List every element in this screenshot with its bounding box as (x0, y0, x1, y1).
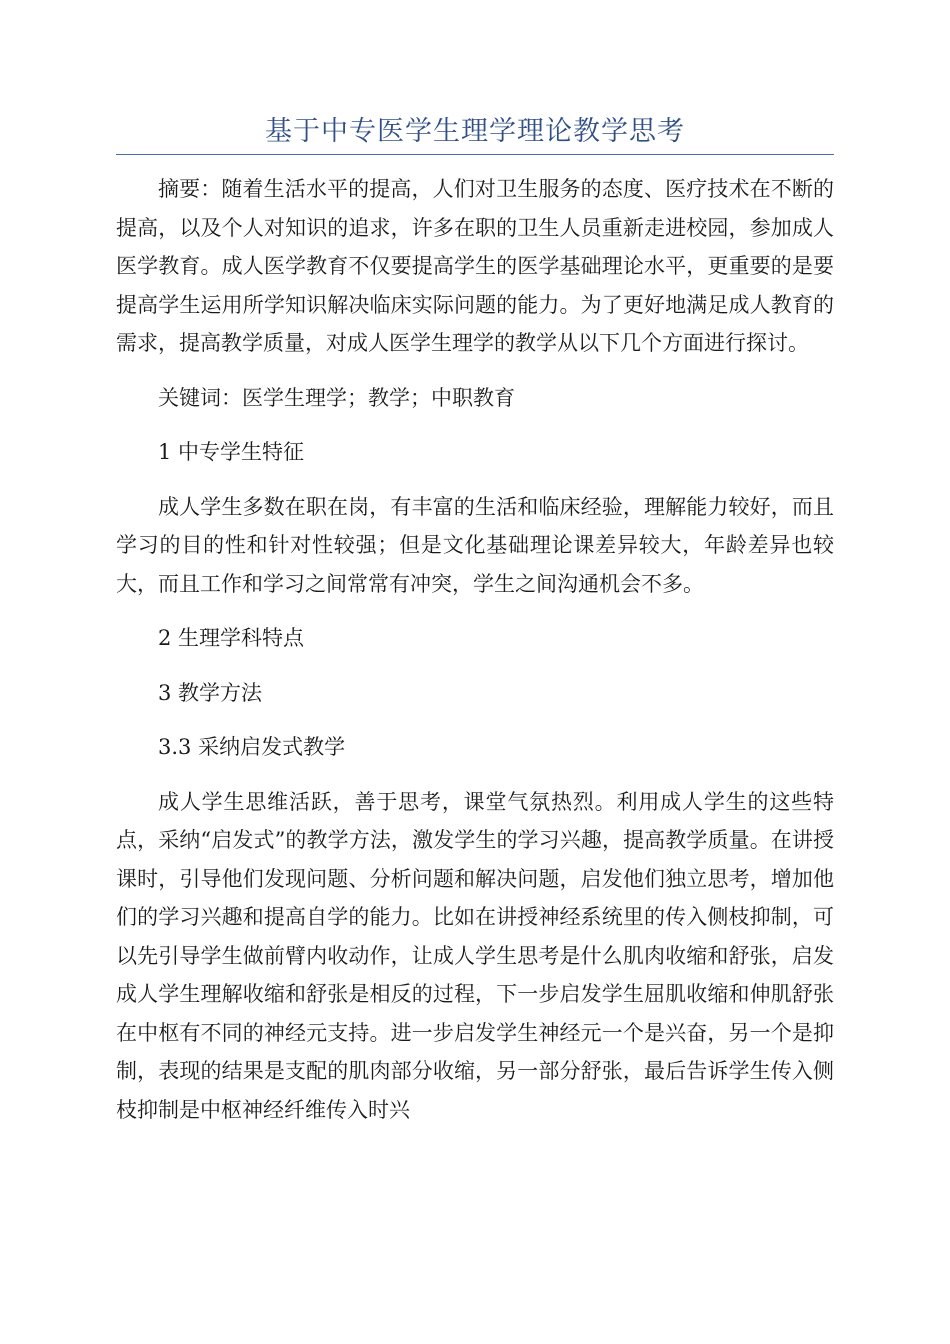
section-3-3-paragraph: 成人学生思维活跃，善于思考，课堂气氛热烈。利用成人学生的这些特点，采纳“启发式”的教学方法，激发学生的学习兴趣，提高教学质量。在讲授课时，引导他们发现问题、分析问题和解决问题，启发他们独立思考，增加他们的学习兴趣和提高自学的能力。比如在讲授神经系统里的传入侧枝抑制，可以先引导学生做前臂内收动作，让成人学生思考是什么肌肉收缩和舒张，启发成人学生理解收缩和舒张是相反的过程，下一步启发学生屈肌收缩和伸肌舒张在中枢有不同的神经元支持。进一步启发学生神经元一个是兴奋，另一个是抑制，表现的结果是支配的肌肉部分收缩，另一部分舒张，最后告诉学生传入侧枝抑制是中枢神经纤维传入时兴 (116, 789, 834, 1122)
document-title: 基于中专医学生理学理论教学思考 (265, 116, 685, 147)
section-1-heading: 1 中专学生特征 (158, 440, 305, 464)
section-1-paragraph: 成人学生多数在职在岗，有丰富的生活和临床经验，理解能力较好，而且学习的目的性和针对性较强；但是文化基础理论课差异较大，年龄差异也较大，而且工作和学习之间常常有冲突，学生之间沟通机会不多。 (116, 494, 834, 596)
abstract-paragraph: 摘要：随着生活水平的提高，人们对卫生服务的态度、医疗技术在不断的提高，以及个人对知识的追求，许多在职的卫生人员重新走进校园，参加成人医学教育。成人医学教育不仅要提高学生的医学基础理论水平，更重要的是要提高学生运用所学知识解决临床实际问题的能力。为了更好地满足成人教育的需求，提高教学质量，对成人医学生理学的教学从以下几个方面进行探讨。 (116, 177, 834, 355)
section-3-heading: 3 教学方法 (158, 680, 263, 705)
section-2-heading: 2 生理学科特点 (158, 626, 305, 650)
title-underline (116, 154, 834, 155)
document-body (116, 170, 834, 1129)
keywords-line: 关键词：医学生理学；教学；中职教育 (158, 385, 515, 410)
section-3-3-heading: 3.3 采纳启发式教学 (158, 735, 346, 759)
